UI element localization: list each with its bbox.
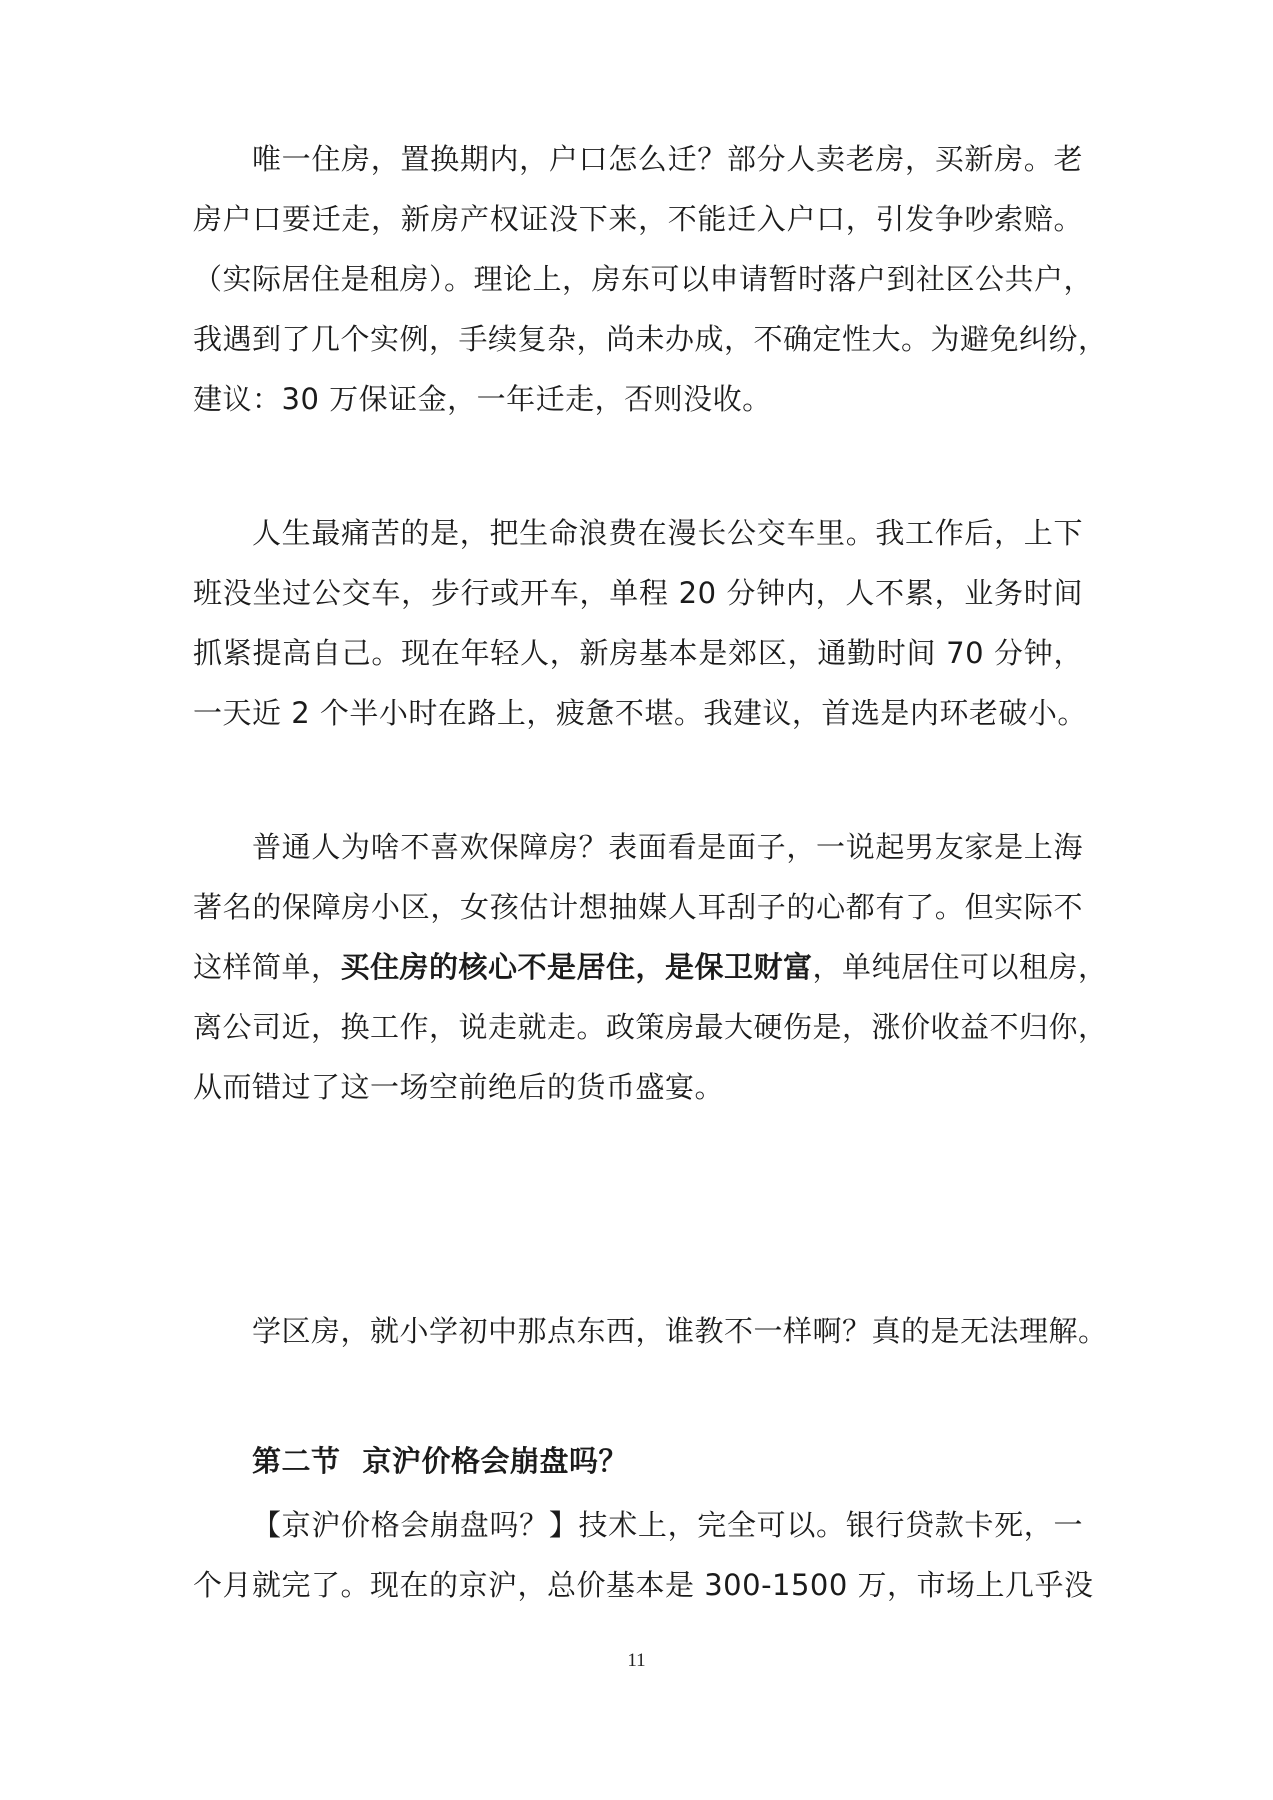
text-line: 人生最痛苦的是，把生命浪费在漫长公交车里。我工作后，上下	[252, 516, 1083, 550]
text-line: 一天近 2 个半小时在路上，疲惫不堪。我建议，首选是内环老破小。	[193, 696, 1087, 730]
text-line-with-emphasis	[193, 938, 1108, 996]
text-line: 班没坐过公交车，步行或开车，单程 20 分钟内，人不累，业务时间	[193, 576, 1083, 610]
text-line: 唯一住房，置换期内，户口怎么迁？部分人卖老房，买新房。老	[252, 142, 1083, 176]
text-line: 建议：30 万保证金，一年迁走，否则没收。	[193, 382, 772, 416]
section-heading	[252, 1432, 628, 1490]
text-run: 这样简单，	[193, 950, 341, 984]
text-line: 学区房，就小学初中那点东西，谁教不一样啊？真的是无法理解。	[252, 1314, 1108, 1348]
section-number: 第二节	[252, 1444, 341, 1478]
page-number: 11	[627, 1650, 646, 1671]
text-line: 离公司近，换工作，说走就走。政策房最大硬伤是，涨价收益不归你，	[193, 1010, 1108, 1044]
text-line: 从而错过了这一场空前绝后的货币盛宴。	[193, 1070, 725, 1104]
text-line: 个月就完了。现在的京沪，总价基本是 300-1500 万，市场上几乎没	[193, 1568, 1094, 1602]
text-line: 普通人为啥不喜欢保障房？表面看是面子，一说起男友家是上海	[252, 830, 1083, 864]
text-line: 房户口要迁走，新房产权证没下来，不能迁入户口，引发争吵索赔。	[193, 202, 1083, 236]
text-line: 我遇到了几个实例，手续复杂，尚未办成，不确定性大。为避免纠纷，	[193, 322, 1108, 356]
text-line: 抓紧提高自己。现在年轻人，新房基本是郊区，通勤时间 70 分钟，	[193, 636, 1083, 670]
text-line: （实际居住是租房）。理论上，房东可以申请暂时落户到社区公共户，	[193, 262, 1094, 296]
text-line: 【京沪价格会崩盘吗？】技术上，完全可以。银行贷款卡死，一	[252, 1508, 1083, 1542]
section-title: 京沪价格会崩盘吗？	[362, 1444, 629, 1478]
emphasis-text: 买住房的核心不是居住，是保卫财富	[340, 950, 813, 984]
text-run: ，单纯居住可以租房，	[812, 950, 1108, 984]
text-line: 著名的保障房小区，女孩估计想抽媒人耳刮子的心都有了。但实际不	[193, 890, 1083, 924]
